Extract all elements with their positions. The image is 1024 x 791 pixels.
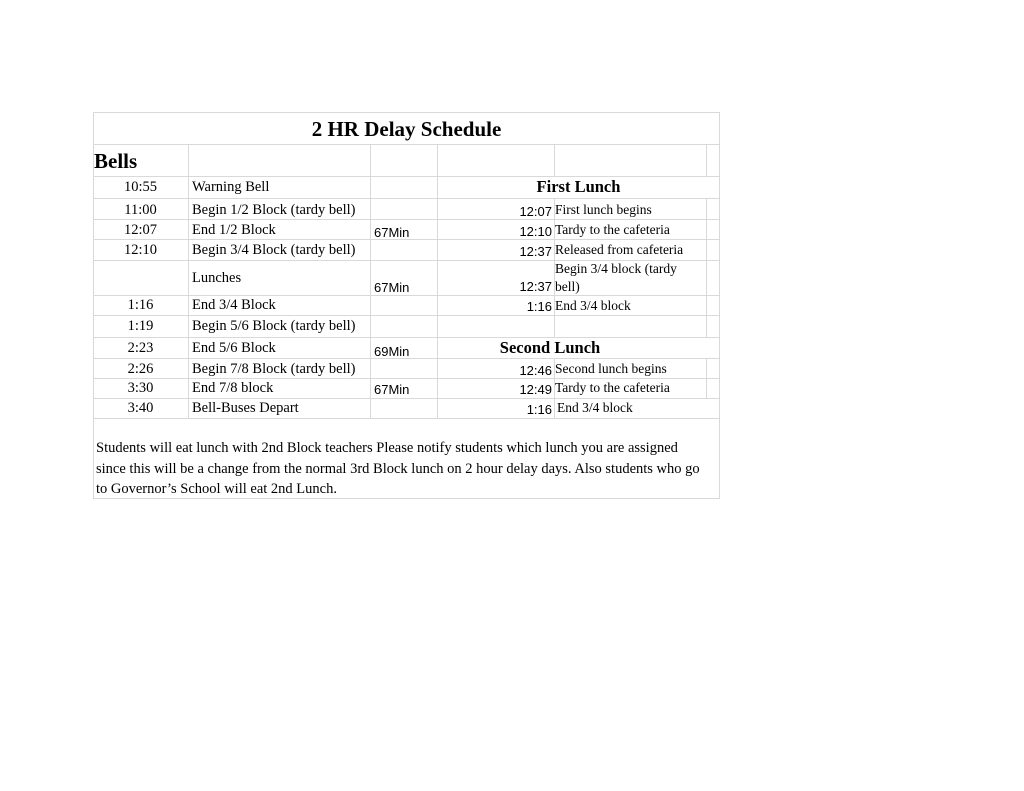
lunch-note: Students will eat lunch with 2nd Block teachers Please notify students which lunch you are assigned since this will be a change from the normal 3rd Block lunch on 2 hour delay days. Also students who go to Governor’s School will eat 2nd Lunch. [96,440,700,497]
bell-time: 12:10 [123,242,158,258]
lunch-event: Tardy to the cafeteria [555,380,670,395]
bell-event: End 5/6 Block [192,340,276,356]
grid-line [706,198,707,337]
block-duration: 67Min [374,280,410,295]
bell-time: 10:55 [123,179,158,195]
lunch-time: 1:16 [526,299,552,314]
bell-time: 12:07 [123,222,158,238]
delay-schedule-sheet [93,112,720,499]
grid-line [370,144,371,418]
block-duration: 69Min [374,344,410,359]
block-duration: 67Min [374,225,410,240]
lunch-time: 1:16 [526,402,552,417]
lunch-time: 12:37 [519,244,552,259]
bell-event: End 7/8 block [192,380,274,396]
lunch-event: Tardy to the cafeteria [555,222,670,237]
lunch-event: First lunch begins [555,202,652,217]
bell-time: 2:23 [127,340,154,356]
lunch-time: 12:07 [519,204,552,219]
lunch-event-line-2: bell) [555,279,580,294]
bell-time: 1:16 [127,297,154,313]
page-title: 2 HR Delay Schedule [311,117,502,141]
bell-time: 1:19 [127,318,154,334]
grid-line [93,418,720,419]
first-lunch-heading: First Lunch [536,177,621,196]
lunch-time: 12:37 [519,279,552,294]
bell-event: Begin 5/6 Block (tardy bell) [192,318,356,334]
lunch-event: Second lunch begins [555,361,667,376]
bell-event: Begin 1/2 Block (tardy bell) [192,202,356,218]
block-duration: 67Min [374,382,410,397]
bell-event: End 1/2 Block [192,222,276,238]
lunch-event: End 3/4 block [555,298,631,313]
grid-line [706,358,707,398]
bells-heading: Bells [94,149,138,173]
lunch-event: Released from cafeteria [555,242,684,257]
bell-event: Begin 7/8 Block (tardy bell) [192,361,356,377]
grid-line [188,144,189,418]
lunch-time: 12:46 [519,363,552,378]
bell-time: 3:30 [127,380,154,396]
bell-time: 2:26 [127,361,154,377]
grid-line [554,144,555,176]
lunch-event-line-1: Begin 3/4 block (tardy [555,261,677,276]
bell-event: Lunches [192,270,242,286]
bell-time: 11:00 [124,202,157,218]
lunch-event: End 3/4 block [557,400,633,415]
bell-time: 3:40 [127,400,154,416]
bell-event: End 3/4 Block [192,297,276,313]
grid-line [93,112,720,113]
lunch-time: 12:49 [519,382,552,397]
grid-line [719,112,720,499]
bell-event: Begin 3/4 Block (tardy bell) [192,242,356,258]
bell-event: Warning Bell [192,179,270,195]
grid-line [706,144,707,176]
lunch-time: 12:10 [519,224,552,239]
second-lunch-heading: Second Lunch [499,338,601,357]
bell-event: Bell-Buses Depart [192,400,299,416]
